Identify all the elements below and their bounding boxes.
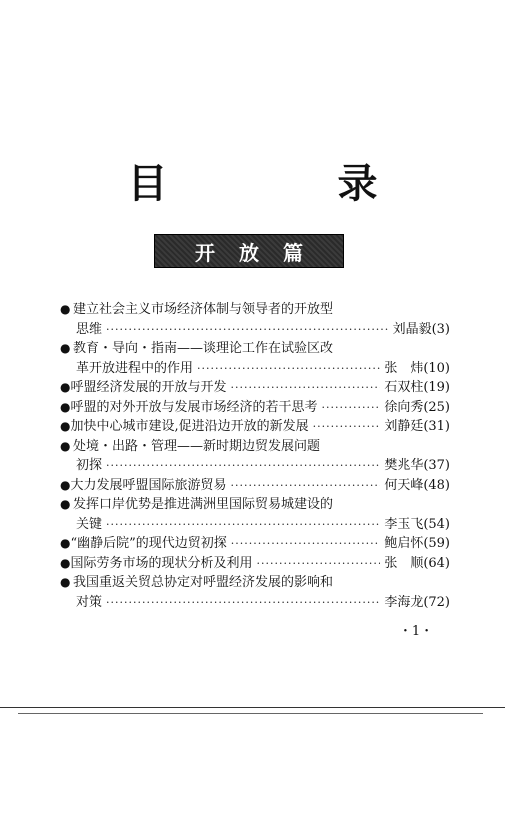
dot-leader bbox=[106, 320, 389, 340]
entry-title: 我国重返关贸总协定对呼盟经济发展的影响和 bbox=[73, 575, 334, 590]
entry-title: 呼盟经济发展的开放与开发 bbox=[70, 380, 227, 395]
page-title: 目 录 bbox=[127, 161, 456, 207]
bullet-icon: ● bbox=[60, 555, 71, 570]
table-of-contents bbox=[60, 300, 450, 612]
entry-author-page: 徐向秀(25) bbox=[384, 399, 450, 415]
entry-title-continued: 初探 bbox=[76, 458, 103, 473]
toc-entry[interactable] bbox=[60, 339, 450, 378]
dot-leader bbox=[231, 476, 381, 496]
dot-leader bbox=[106, 515, 380, 535]
entry-title: 加快中心城市建设,促进沿边开放的新发展 bbox=[70, 419, 309, 434]
toc-entry[interactable] bbox=[60, 573, 450, 612]
dot-leader bbox=[322, 398, 381, 418]
entry-author-page: 李玉飞(54) bbox=[384, 516, 450, 532]
entry-title: 教育・导向・指南——谈理论工作在试验区改 bbox=[73, 341, 334, 356]
section-banner: 开放篇 bbox=[154, 234, 344, 268]
toc-entry[interactable] bbox=[60, 476, 450, 496]
entry-title-continued: 对策 bbox=[76, 594, 103, 610]
entry-title: 处境・出路・管理——新时期边贸发展问题 bbox=[73, 438, 321, 454]
entry-title: 国际劳务市场的现状分析及利用 bbox=[70, 555, 253, 571]
toc-entry[interactable] bbox=[60, 300, 450, 339]
bullet-icon: ● bbox=[60, 302, 71, 316]
page-number: ・1・ bbox=[398, 624, 434, 639]
dot-leader bbox=[231, 534, 381, 554]
entry-title: 建立社会主义市场经济体制与领导者的开放型 bbox=[73, 302, 334, 317]
entry-author-page: 张 炜(10) bbox=[384, 360, 450, 376]
entry-author-page: 李海龙(72) bbox=[384, 594, 450, 610]
entry-author-page: 刘静廷(31) bbox=[384, 419, 450, 434]
toc-entry[interactable] bbox=[60, 495, 450, 534]
toc-entry[interactable] bbox=[60, 437, 450, 476]
divider-top bbox=[0, 707, 505, 708]
entry-author-page: 何天峰(48) bbox=[384, 477, 450, 493]
entry-title: 呼盟的对外开放与发展市场经济的若干思考 bbox=[70, 399, 318, 415]
bullet-icon: ● bbox=[60, 536, 71, 550]
entry-title-continued: 革开放进程中的作用 bbox=[76, 360, 194, 376]
entry-title: 大力发展呼盟国际旅游贸易 bbox=[70, 477, 227, 493]
dot-leader bbox=[313, 417, 381, 437]
divider-bottom bbox=[18, 713, 483, 714]
bullet-icon: ● bbox=[60, 380, 71, 394]
dot-leader bbox=[106, 456, 380, 476]
toc-entry[interactable] bbox=[60, 378, 450, 398]
entry-author-page: 鲍启怀(59) bbox=[384, 536, 450, 551]
entry-title: “幽静后院”的现代边贸初探 bbox=[70, 536, 227, 551]
toc-entry[interactable] bbox=[60, 417, 450, 437]
entry-title-continued: 关键 bbox=[76, 516, 103, 532]
entry-title: 发挥口岸优势是推进满洲里国际贸易城建设的 bbox=[73, 497, 334, 512]
bullet-icon: ● bbox=[60, 477, 71, 492]
entry-author-page: 刘晶毅(3) bbox=[392, 321, 450, 337]
bullet-icon: ● bbox=[60, 341, 71, 355]
toc-entry[interactable] bbox=[60, 534, 450, 554]
entry-author-page: 张 顺(64) bbox=[384, 555, 450, 571]
entry-author-page: 樊兆华(37) bbox=[384, 458, 450, 473]
bullet-icon: ● bbox=[60, 419, 71, 433]
toc-entry[interactable] bbox=[60, 398, 450, 418]
bullet-icon: ● bbox=[60, 497, 71, 511]
entry-author-page: 石双柱(19) bbox=[384, 380, 450, 395]
entry-title-continued: 思维 bbox=[76, 321, 103, 337]
dot-leader bbox=[106, 593, 380, 613]
bullet-icon: ● bbox=[60, 575, 71, 589]
bullet-icon: ● bbox=[60, 438, 71, 453]
dot-leader bbox=[197, 359, 380, 379]
bullet-icon: ● bbox=[60, 399, 71, 414]
dot-leader bbox=[231, 378, 381, 398]
dot-leader bbox=[257, 554, 381, 574]
toc-entry[interactable] bbox=[60, 554, 450, 574]
